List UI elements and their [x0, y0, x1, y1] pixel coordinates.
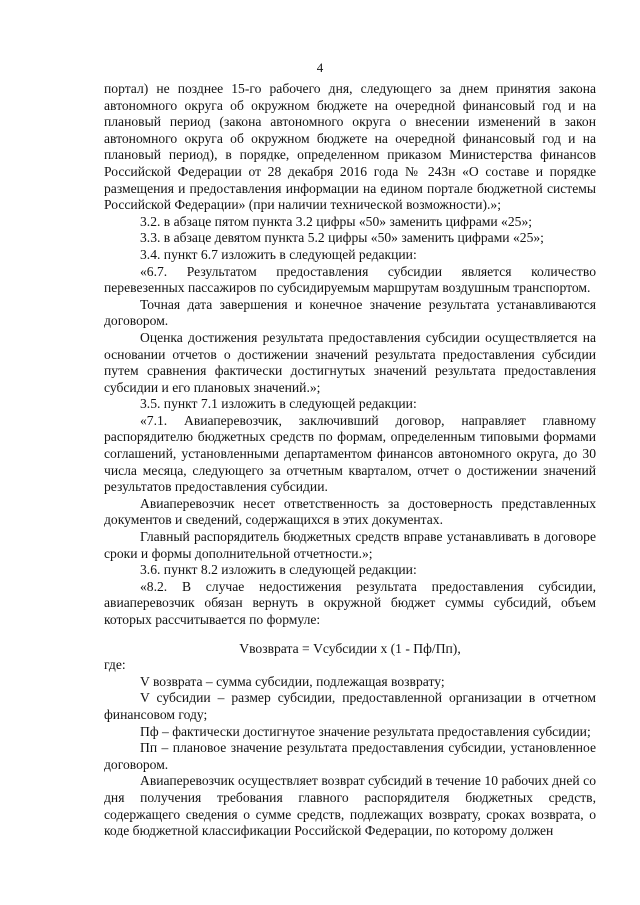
- paragraph: 3.6. пункт 8.2 изложить в следующей редакции:: [140, 562, 417, 578]
- paragraph: Авиаперевозчик несет ответственность за достоверность представленных документов и сведений, содержащихся в этих документах.: [104, 495, 596, 528]
- paragraph: 3.5. пункт 7.1 изложить в следующей редакции:: [140, 396, 417, 412]
- definition-item: Пф – фактически достигнутое значение результата предоставления субсидии;: [140, 723, 591, 739]
- where-label: где:: [104, 657, 126, 673]
- paragraph: портал) не позднее 15-го рабочего дня, следующего за днем принятия закона автономного округа об окружном бюджете на очередной финансовый год и на плановый период (закона автономного округа о внесении изменений в закон автономного округа об окружном бюджете на очередной финансовый год и на плановый период), в порядке, определенном приказом Министерства финансов Российской Федерации от 28 декабря 2016 года № 243н «О составе и порядке размещения и предоставления информации на едином портале бюджетной системы Российской Федерации» (при наличии технической возможности).»;: [104, 81, 596, 213]
- paragraph: Точная дата завершения и конечное значение результата устанавливаются договором.: [104, 296, 596, 329]
- document-body: [104, 81, 596, 840]
- paragraph: Главный распорядитель бюджетных средств вправе устанавливать в договоре сроки и формы дополнительной отчетности.»;: [104, 529, 596, 561]
- definition-item: Пп – плановое значение результата предоставления субсидии, установленное договором.: [104, 740, 596, 772]
- paragraph: Оценка достижения результата предоставления субсидии осуществляется на основании отчетов о достижении значений результата предоставления субсидии путем сравнения фактически достигнутых значений результата предоставления субсидии и его плановых значений.»;: [104, 329, 596, 395]
- formula: Vвозврата = Vсубсидии x (1 - Пф/Пп),: [239, 640, 461, 656]
- paragraph: Авиаперевозчик осуществляет возврат субсидий в течение 10 рабочих дней со дня получения требования главного распорядителя бюджетных средств, содержащего сведения о сумме средств, подлежащих возврату, сроках возврата, о коде бюджетной классификации Российской Федерации, по которому должен: [104, 773, 596, 839]
- paragraph: «7.1. Авиаперевозчик, заключивший договор, направляет главному распорядителю бюджетных средств по формам, определенным типовыми формами соглашений, установленными департаментом финансов автономного округа, до 30 числа месяца, следующего за отчетным кварталом, отчет о достижении значений результатов предоставления субсидии.: [104, 412, 596, 495]
- paragraph: 3.2. в абзаце пятом пункта 3.2 цифры «50» заменить цифрами «25»;: [140, 213, 533, 229]
- paragraph: «8.2. В случае недостижения результата предоставления субсидии, авиаперевозчик обязан вернуть в окружной бюджет суммы субсидий, объем которых рассчитывается по формуле:: [104, 578, 596, 627]
- paragraph: 3.4. пункт 6.7 изложить в следующей редакции:: [140, 246, 417, 262]
- definition-item: V субсидии – размер субсидии, предоставленной организации в отчетном финансовом году;: [104, 690, 596, 722]
- paragraph: 3.3. в абзаце девятом пункта 5.2 цифры «50» заменить цифрами «25»;: [140, 230, 544, 246]
- paragraph: «6.7. Результатом предоставления субсидии является количество перевезенных пассажиров по субсидируемым маршрутам воздушным транспортом.: [104, 263, 596, 296]
- page-number: 4: [316, 60, 324, 75]
- definition-item: V возврата – сумма субсидии, подлежащая возврату;: [140, 673, 445, 689]
